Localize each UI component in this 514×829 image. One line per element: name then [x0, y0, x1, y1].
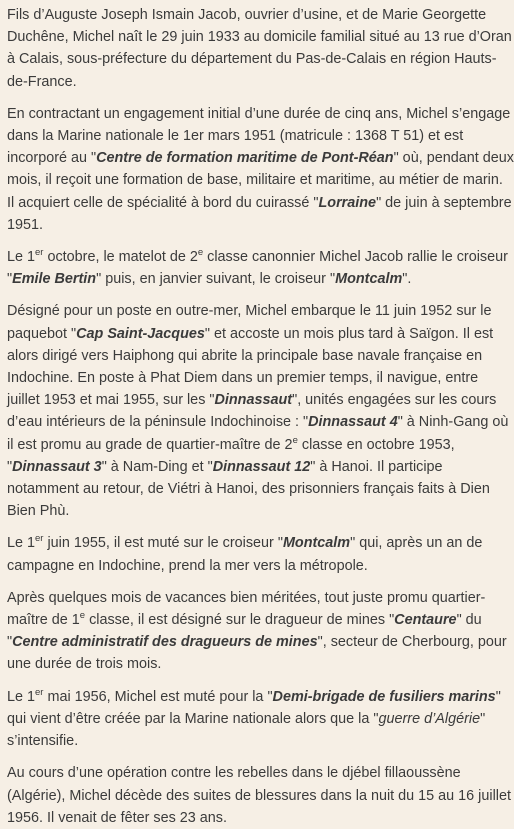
emphasis-minesweeper-center: Centre administratif des dragueurs de mines — [12, 634, 318, 651]
text-run: , secteur de Cherbourg, pour une durée de trois mois. — [7, 634, 507, 673]
emphasis-ship-montcalm: Montcalm — [282, 535, 351, 552]
paragraph-birth-text: Fils d’Auguste Joseph Ismain Jacob, ouvrier d’usine, et de Marie Georgette Duchêne, Michel naît le 29 juin 1933 au domicile familial situé au 13 rue d’Oran à Calais, sous-préfecture du département du Pas-de-Calais en région Hauts-de-France. — [7, 7, 512, 90]
text-run: mai 1956, Michel est muté pour la — [43, 688, 268, 705]
paragraph-indochina: Désigné pour un poste en outre-mer, Michel embarque le 11 juin 1952 sur le paquebot "Cap Saint-Jacques" et accoste un mois plus tard à Saïgon. Il est alors dirigé vers Haiphong qui abrite la principale base navale française en Indochine. En poste à Phat Diem dans un premier temps, il navigue, entre juillet 1953 et mai 1955, sur les "Dinnassaut", unités engagées sur les cours d’eau intérieurs de la péninsule Indochinoise : "Dinnassaut 4" à Ninh-Gang où il est promu au grade de quartier-maître de 2e classe en octobre 1953, "Dinnassaut 3" à Nam-Ding et "Dinnassaut 12" à Hanoi. Il participe notamment au retour, de Viétri à Hanoi, des prisonniers français faits à Dien Bien Phù. — [7, 303, 509, 520]
text-run: qui, après un an de campagne en Indochine, prend la mer vers la métropole. — [7, 535, 483, 574]
text-run: classe en octobre 1953, — [297, 436, 455, 453]
emphasis-dinnassaut-12: Dinnassaut 12 — [212, 458, 311, 475]
emphasis-training-center: Centre de formation maritime de Pont-Réan — [96, 150, 394, 167]
superscript: er — [35, 686, 44, 698]
paragraph-june-1955: Le 1er juin 1955, il est muté sur le croiseur "Montcalm" qui, après un an de campagne en Indochine, prend la mer vers la métropole. — [7, 533, 483, 574]
text-run: Désigné pour un poste en outre-mer, Michel embarque le 11 juin 1952 sur le paquebot — [7, 303, 492, 342]
paragraph-centaure: Après quelques mois de vacances bien méritées, tout juste promu quartier-maître de 1e classe, il est désigné sur le dragueur de mines "Centaure" du "Centre administratif des dragueurs de mines", secteur de Cherbourg, pour une durée de trois mois. — [7, 589, 507, 673]
text-run: classe canonnier Michel Jacob rallie le croiseur — [203, 249, 508, 266]
text-run: Après quelques mois de vacances bien méritées, tout juste promu quartier-maître de 1 — [7, 589, 486, 629]
text-run: et accoste un mois plus tard à Saïgon. Il est alors dirigé vers Haiphong qui abrite la principale base navale française en Indochine. En poste à Phat Diem dans un premier temps, il navigue, entre juillet 1953 et mai 1955, sur les — [7, 325, 494, 409]
paragraph-october: Le 1er octobre, le matelot de 2e classe canonnier Michel Jacob rallie le croiseur "Emile Bertin" puis, en janvier suivant, le croiseur "Montcalm". — [7, 247, 508, 288]
text-run: s’intensifie. — [7, 733, 79, 750]
text-run: Le 1 — [7, 535, 36, 552]
text-run: juin 1955, il est muté sur le croiseur — [43, 535, 278, 552]
emphasis-fusiliers-brigade: Demi-brigade de fusiliers marins — [272, 688, 496, 705]
superscript: er — [35, 247, 44, 259]
text-run: à Nam-Ding et — [106, 458, 208, 475]
emphasis-ship-centaure: Centaure — [394, 612, 457, 629]
emphasis-algerian-war: guerre d’Algérie — [378, 710, 481, 727]
text-run: à Ninh-Gang où il est promu au grade de quartier-maître de 2 — [7, 414, 509, 453]
emphasis-ship-lorraine: Lorraine — [318, 194, 377, 211]
emphasis-ship-cap-saint-jacques: Cap Saint-Jacques — [76, 325, 205, 342]
text-run: . — [407, 271, 412, 288]
emphasis-dinnassaut: Dinnassaut — [214, 392, 293, 409]
paragraph-death — [7, 762, 514, 829]
paragraph-enlistment: En contractant un engagement initial d’une durée de cinq ans, Michel s’engage dans la Marine nationale le 1er mars 1951 (matricule : 1368 T 51) et est incorporé au "Centre de formation maritime de Pont-Réan" où, pendant deux mois, il reçoit une formation de base, militaire et maritime, au métier de marin. Il acquiert celle de spécialité à bord du cuirassé "Lorraine" de juin à septembre 1951. — [7, 105, 514, 233]
text-run: qui vient d’être créée par la Marine nationale alors que la — [7, 710, 374, 727]
text-run: où, pendant deux mois, il reçoit une formation de base, militaire et maritime, au métier de marin. Il acquiert celle de spécialité à bord du cuirassé — [7, 150, 514, 211]
text-run: octobre, le matelot de 2 — [43, 249, 198, 266]
text-run: du — [461, 612, 482, 629]
emphasis-dinnassaut-4: Dinnassaut 4 — [308, 414, 398, 431]
superscript: e — [197, 247, 204, 259]
text-run: puis, en janvier suivant, le croiseur — [101, 271, 330, 288]
text-run: En contractant un engagement initial d’une durée de cinq ans, Michel s’engage dans la Marine nationale le 1er mars 1951 (matricule : 1368 T 51) et est incorporé au — [7, 105, 511, 167]
paragraph-death-text: Au cours d’une opération contre les rebelles dans le djébel fillaoussène (Algérie), Michel décède des suites de blessures dans la nuit du 15 au 16 juillet 1956. Il venait de fêter ses 23 ans. — [7, 765, 511, 826]
text-run: Le 1 — [7, 249, 36, 266]
text-run: à Hanoi. Il participe notamment au retour, de Viétri à Hanoi, des prisonniers français faits à Dien Bien Phù. — [7, 458, 490, 520]
text-run: classe, il est désigné sur le dragueur de mines — [85, 612, 390, 629]
text-run: , unités engagées sur les cours d’eau intérieurs de la péninsule Indochinoise : — [7, 392, 497, 431]
superscript: er — [35, 533, 44, 545]
text-run: de juin à septembre 1951. — [7, 194, 512, 233]
text-run: Le 1 — [7, 688, 36, 705]
paragraph-birth — [7, 4, 514, 93]
emphasis-dinnassaut-3: Dinnassaut 3 — [12, 458, 102, 475]
superscript: e — [292, 434, 298, 446]
superscript: e — [79, 610, 86, 622]
emphasis-ship-montcalm: Montcalm — [335, 271, 403, 288]
emphasis-ship-emile-bertin: Emile Bertin — [12, 271, 97, 288]
paragraph-may-1956: Le 1er mai 1956, Michel est muté pour la "Demi-brigade de fusiliers marins" qui vient d’être créée par la Marine nationale alors que la "guerre d’Algérie" s’intensifie. — [7, 686, 501, 750]
